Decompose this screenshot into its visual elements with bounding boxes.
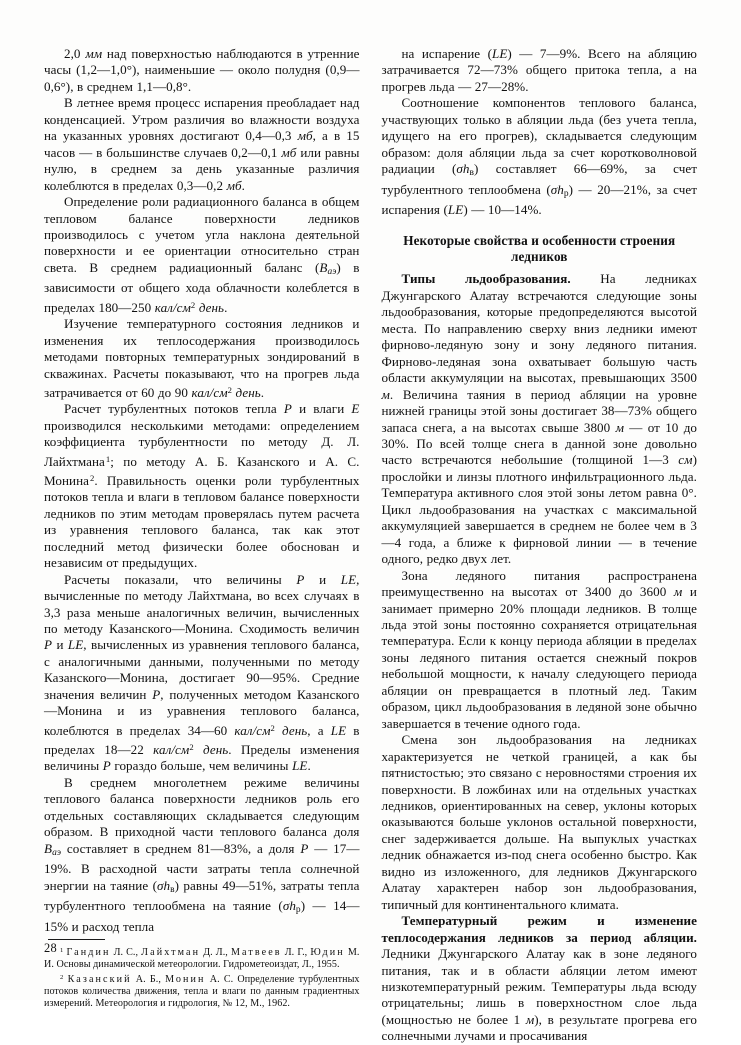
run-in-subheading: Типы льдообразования. (401, 271, 571, 287)
run-in-subheading: Температурный режим и изменение теплосодержания ледников за период абляции. (381, 913, 697, 945)
two-column-text-body (44, 46, 698, 1044)
paragraph: 2,0 мм над поверхностью наблюдаются в утренние часы (1,2—1,0°), наименьшие — около полудня (0,9—0,6°), в среднем 1,1—0,8°. (44, 46, 360, 94)
paragraph: Изучение температурного состояния ледников и изменения их теплосодержания производилось методами повторных температурных зондирований в скважинах. Расчеты показывают, что на прогрев льда затрачивается от 60 до 90 кал/$см^2$ день. (44, 316, 360, 400)
section-heading-line-1: Некоторые свойства и особенности строения (403, 232, 676, 248)
paragraph-text: Ледники Джунгарского Алатау как в зоне ледяного питания, так и в области абляции летом имеют низкотемпературный режим. Температуры льда всюду отрицательны; лишь в поверхностном слое льда (мощностью не более 1 м), в результате прогрева его солнечными лучами и просачивания (381, 946, 698, 1044)
paragraph: Расчеты показали, что величины P и LE, вычисленные по методу Лайхтмана, во всех случаях в 3,3 раза меньше аналогичных величин, вычисленных по методу Казанского—Монина. Сходимость величин P и LE, вычисленных из уравнения теплового баланса, с аналогичными данными, полученными по методу Казанского—Монина, достигает 90—95%. Средние значения величин P, полученных методом Казанского—Монина и из уравнения теплового баланса, колеблются в пределах 34—60 кал/$см^2$ день, а LE в пределах 18—22 кал/$см^2$ день. Пределы изменения величины P гораздо больше, чем величины LE. (44, 571, 360, 774)
paragraph (382, 913, 698, 1045)
footnote-marker: 2 (60, 973, 64, 981)
paragraph: Соотношение компонентов теплового баланса, участвующих только в абляции льда (без учета тепла, идущего на его прогрев), складывается следующим образом: доля абляции льда за счет коротковолновой радиации (σhв) составляет 66—69%, за счет турбулентного теплообмена (σhр) — 20—21%, за счет испарения (LE) — 10—14%. (381, 95, 697, 218)
right-text-column (382, 46, 698, 1045)
page-number: 28 (44, 941, 57, 955)
paragraph: Расчет турбулентных потоков тепла P и влаги E производился несколькими методами: определением коэффициента турбулентности по методу Д. Л. Лайхтмана$^1$; по методу А. Б. Казанского и А. С. Монина$^2$. Правильность оценки роли турбулентных потоков тепла и влаги в тепловом балансе поверхности ледников по этим методам проверялась путем расчета из уравнения теплового баланса, так как этот последний метод физически более обоснован и независим от предыдущих. (44, 401, 360, 571)
paragraph (382, 271, 698, 567)
left-column-body (44, 46, 360, 935)
paragraph: Определение роли радиационного баланса в общем тепловом балансе поверхности ледников производилось с учетом угла наклона деятельной поверхности и ее ориентации относительно стран света. В среднем радиационный баланс $(B_{аэ})$ в зависимости от общего хода облачности колеблется в пределах 180—250 кал/$см^2$ день. (44, 194, 360, 315)
section-heading (382, 233, 698, 266)
footnote-text: Гандин Л. С., Лайхтман Д. Л., Матвеев Л. Г., Юдин М. И. Основы динамической метеорологии. Гидрометеоиздат, Л., 1955. (44, 947, 360, 971)
paragraph: Смена зон льдообразования на ледниках характеризуется не четкой границей, а как бы пятнистостью; это связано с неровностями строения их поверхности. В ложбинах или на отдельных участках ледников, ориентированных на север, уклоны которых оказываются больше уклонов остальной поверхности, снег задерживается дольше. На выпуклых участках ледник обнажается из-под снега особенно быстро. Как видно из изложенного, для ледников Джунгарского Алатау характерен набор зон льдообразования, типичный для континентального климата. (381, 732, 697, 912)
footnote-item (44, 972, 360, 1011)
footnote-item (44, 945, 360, 972)
footnote-separator-rule (48, 939, 105, 940)
section-heading-line-2: ледников (510, 249, 568, 265)
paragraph: В летнее время процесс испарения преобладает над конденсацией. Утром различия во влажности воздуха на указанных уровнях достигают 0,4—0,3 мб, а в 15 часов — в большинстве случаев 0,2—0,1 мб или равны нулю, в среднем за день указанные различия колеблются в пределах 0,3—0,2 мб. (44, 95, 360, 193)
footnote-text: Казанский А. Б., Монин А. С. Определение турбулентных потоков количества движения, тепла и влаги по данным градиентных измерений. Метеорология и гидрология, № 12, М., 1962. (44, 973, 360, 1010)
paragraph: на испарение (LE) — 7—9%. Всего на абляцию затрачивается 72—73% общего притока тепла, а на прогрев льда — 27—28%. (381, 46, 697, 94)
paragraph-text: На ледниках Джунгарского Алатау встречаются следующие зоны льдообразования, которые предопределяются высотой места. По направлению сверху вниз ледники имеют фирново-ледяную зону и зону ледяного питания. Фирново-ледяная зона охватывает большую часть области аккумуляции на высотах, превышающих 3500 м. Величина таяния в период абляции на уровне нижней границы этой зоны достигает 38—73% общего запаса снега, а на высотах свыше 3800 м — от 10 до 30%. По всей толще снега в данной зоне довольно часто встречаются небольшие (толщиной 1—3 см) прослойки и линзы плотного инфильтрационного льда. Температура активного слоя этой зоны летом равна 0°. Цикл льдообразования на участках с максимальной аккумуляцией завершается в среднем не более чем в 3—4 года, а ближе к фирновой линии — в течение одного, редко двух лет. (381, 271, 698, 567)
footnote-marker: 1 (60, 947, 64, 955)
paragraph: В среднем многолетнем режиме величины теплового баланса поверхности ледников роль его отдельных составляющих складывается следующим образом. В приходной части теплового баланса доля $B_{аэ}$ составляет в среднем 81—83%, а доля P — 17—19%. В расходной части затраты тепла солнечной энергии на таяние (σhв) равны 49—51%, затраты тепла турбулентного теплообмена на таяние (σhр) — 14—15% и расход тепла (44, 774, 360, 934)
footnote-block (44, 935, 360, 1010)
paragraph: Зона ледяного питания распространена преимущественно на высотах от 3400 до 3600 м и занимает примерно 20% площади ледников. В толще льда этой зоны постоянно сохраняется отрицательная температура. Если к концу периода абляции в пределах зоны ледяного питания остается снежный покров небольшой мощности, к началу следующего периода абляции он превращается в плотный лед. Таким образом, цикл льдообразования в ледяной зоне обычно завершается в течение одного года. (381, 567, 697, 731)
